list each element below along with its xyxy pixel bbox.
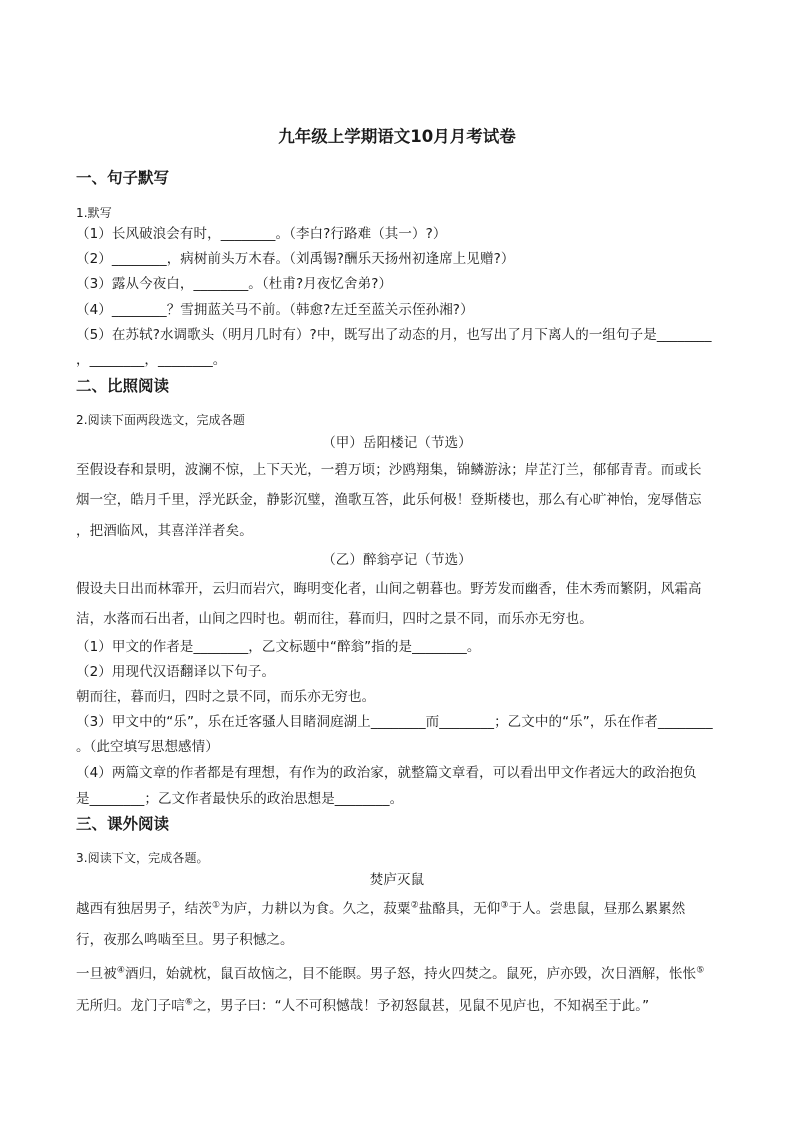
para2-line-1: 一旦被④酒归，始就枕，鼠百故恼之，目不能瞑。男子怒，持火四焚之。鼠死，庐亦毁，次日酒解，怅怅⑤ (76, 965, 705, 982)
question-1-label: 1.默写 (76, 206, 112, 220)
page-title: 九年级上学期语文10月月考试卷 (278, 127, 516, 146)
footnote-marker: ⑤ (696, 965, 705, 976)
yi-line-2: 洁，水落而石出者，山间之四时也。朝而往，暮而归，四时之景不同，而乐亦无穷也。 (76, 611, 593, 627)
jia-line-3: ，把酒临风，其喜洋洋者矣。 (76, 523, 253, 539)
q1-line-6: ，________，________。 (76, 352, 227, 368)
q1-line-4: （4）________？雪拥蓝关马不前。（韩愈?左迁至蓝关示侄孙湘?） (76, 302, 474, 318)
q2-item-1: （1）甲文的作者是________，乙文标题中“醉翁”指的是________。 (76, 639, 481, 655)
passage-yi-title: （乙）醉翁亭记（节选） (322, 552, 472, 568)
q1-line-1: （1）长风破浪会有时，________。（李白?行路难（其一）?） (76, 226, 447, 242)
jia-line-1: 至假设春和景明，波澜不惊，上下天光，一碧万顷；沙鸥翔集，锦鳞游泳；岸芷汀兰，郁郁青青。而或长 (76, 462, 702, 478)
question-3-label: 3.阅读下文，完成各题。 (76, 851, 209, 865)
para2-line-2: 无所归。龙门子唁⑥之，男子曰：“人不可积憾哉！予初怒鼠甚，见鼠不见庐也，不知祸至于此。” (76, 997, 650, 1014)
q2-item-3-cont: 。（此空填写思想感情） (76, 739, 219, 755)
passage-title: 焚庐灭鼠 (369, 872, 425, 888)
section2-heading: 二、比照阅读 (76, 377, 170, 395)
footnote-marker: ⑥ (184, 997, 193, 1008)
footnote-marker: ① (212, 900, 221, 911)
q2-item-4: （4）两篇文章的作者都是有理想，有作为的政治家，就整篇文章看，可以看出甲文作者远大的政治抱负 (76, 765, 697, 781)
section3-heading: 三、课外阅读 (76, 815, 170, 833)
footnote-marker: ③ (500, 900, 509, 911)
footnote-marker: ② (410, 900, 419, 911)
footnote-marker: ④ (116, 965, 125, 976)
para1-line-2: 行，夜那么鸣啮至旦。男子积憾之。 (76, 932, 294, 948)
passage-jia-title: （甲）岳阳楼记（节选） (322, 435, 472, 451)
q1-line-2: （2）________，病树前头万木春。（刘禹锡?酬乐天扬州初逢席上见赠?） (76, 251, 515, 267)
q2-item-2: （2）用现代汉语翻译以下句子。 (76, 664, 276, 680)
q2-item-3: （3）甲文中的“乐”，乐在迁客骚人目睹洞庭湖上________而________；乙文中的“乐”，乐在作者________ (76, 714, 713, 730)
para1-line-1: 越西有独居男子，结茨①为庐，力耕以为食。久之，菽粟②盐酪具，无仰③于人。尝患鼠，昼那么累累然 (76, 900, 686, 917)
section1-heading: 一、句子默写 (76, 169, 170, 187)
q1-line-5: （5）在苏轼?水调歌头（明月几时有）?中，既写出了动态的月，也写出了月下离人的一组句子是________ (76, 327, 712, 343)
q2-item-2-sentence: 朝而往，暮而归，四时之景不同，而乐亦无穷也。 (76, 689, 376, 705)
jia-line-2: 烟一空，皓月千里，浮光跃金，静影沉璧，渔歌互答，此乐何极！登斯楼也，那么有心旷神怡，宠辱偕忘 (76, 492, 702, 508)
question-2-label: 2.阅读下面两段选文，完成各题 (76, 413, 245, 427)
q2-item-4-cont: 是________；乙文作者最快乐的政治思想是________。 (76, 791, 404, 807)
q1-line-3: （3）露从今夜白，________。（杜甫?月夜忆舍弟?） (76, 276, 393, 292)
yi-line-1: 假设夫日出而林霏开，云归而岩穴，晦明变化者，山间之朝暮也。野芳发而幽香，佳木秀而繁阴，风霜高 (76, 581, 702, 597)
